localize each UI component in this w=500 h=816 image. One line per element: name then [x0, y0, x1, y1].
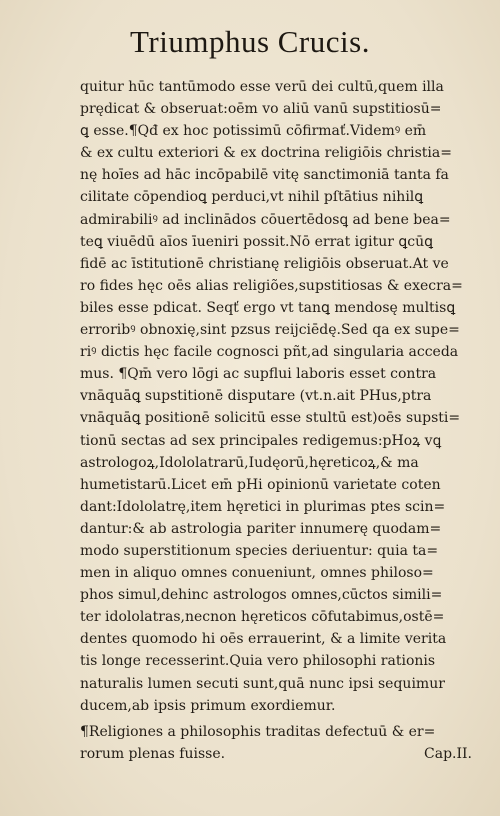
text-line: vnāquāꝗ supstitionē disputare (vt.n.ait PHus,ptra: [80, 388, 432, 405]
chapter-heading-line-2: [80, 743, 482, 765]
text-line: modo superstitionum species deriuentur: quia ta=: [80, 542, 439, 559]
text-line: ꝗ esse.¶Qđ ex hoc potissimū cōfirmať.Videmꝰ em̄: [80, 123, 427, 140]
text-line: erroribꝰ obnoxię,sint pzsus reijciēdę.Sed qa ex supe=: [80, 322, 460, 339]
body-text: [80, 76, 482, 765]
running-title: Triumphus Crucis.: [130, 24, 370, 59]
text-line: fidē ac īstitutionē christianę religiōis obseruat.At ve: [80, 255, 449, 272]
text-line: ducem,ab ipsis primum exordiemur.: [80, 697, 336, 714]
text-line: nę hoīes ad hāc incōpabilē vitę sanctimoniā tanta fa: [80, 167, 449, 184]
text-line: prędicat & obseruat:oēm vo aliū vanū supstitiosū=: [80, 101, 442, 118]
chapter-number: Cap.II.: [424, 745, 472, 762]
text-line: naturalis lumen secuti sunt,quā nunc ipsi sequimur: [80, 675, 445, 692]
chapter-heading: [80, 721, 482, 765]
text-line: ro fides hęc oēs alias religiões,supstitiosas & execra=: [80, 277, 463, 294]
text-line: tis longe recesserint.Quia vero philosophi rationis: [80, 653, 436, 670]
text-line: dant:Idololatrę,item hęretici in plurimas ptes scin=: [80, 498, 446, 515]
text-line: men in aliquo omnes conueniunt, omnes philoso=: [80, 565, 434, 582]
text-line: tionū sectas ad sex principales redigemus:pHoꝝ vꝗ: [80, 432, 442, 449]
text-line: humetistarū.Licet em̄ pHi opinionū varietate coten: [80, 476, 441, 493]
text-line: dantur:& ab astrologia pariter innumerę quodam=: [80, 520, 442, 537]
text-line: & ex cultu exteriori & ex doctrina religiōis christia=: [80, 145, 452, 162]
text-line: phos simul,dehinc astrologos omnes,cūctos simili=: [80, 587, 443, 604]
text-line: biles esse pdicat. Seqť ergo vt tanꝗ mendosę multisꝗ: [80, 299, 456, 316]
text-line: ter idololatras,necnon hęreticos cōfutabimus,ostē=: [80, 609, 445, 626]
chapter-heading-text: rorum plenas fuisse.: [80, 745, 226, 762]
text-line: quitur hūc tantūmodo esse verū dei cultū,quem illa: [80, 79, 444, 95]
text-line: astrologoꝝ,Idololatrarū,Iudęorū,hęreticoꝝ,& ma: [80, 454, 419, 471]
text-line: vnāquāꝗ positionē solicitū esse stultū est)oēs supsti=: [80, 410, 461, 427]
text-line: mus. ¶Qm̄ vero lōgi ac supflui laboris esset contra: [80, 366, 437, 383]
text-line: teꝗ viuēdū aīos īueniri possit.Nō errat igitur ꝗcūꝗ: [80, 233, 434, 250]
text-line: admirabiliꝰ ad inclinādos cōuertēdosꝗ ad bene bea=: [80, 211, 451, 228]
text-line: dentes quomodo hi oēs errauerint, & a limite verita: [80, 631, 447, 648]
chapter-heading-line: ¶Religiones a philosophis traditas defectuū & er=: [80, 723, 436, 740]
text-line: riꝰ dictis hęc facile cognosci pñt,ad singularia acceda: [80, 344, 459, 361]
text-line: cilitate cōpendioꝗ perduci,vt nihil pſtātius nihilꝗ: [80, 189, 424, 206]
